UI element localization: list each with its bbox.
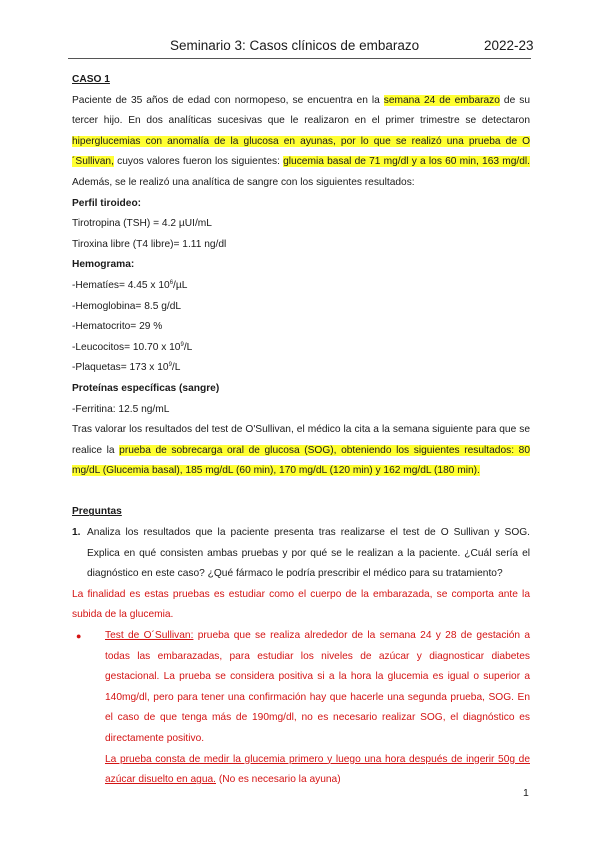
case-heading: CASO 1 bbox=[72, 74, 110, 85]
highlight-week: semana 24 de embarazo bbox=[383, 94, 500, 106]
bullet-sub-underlined: La prueba consta de medir la glucemia primero y luego una hora después de ingerir 50g de azúcar disuelto en agua. bbox=[105, 753, 530, 786]
header-year: 2022-23 bbox=[484, 38, 534, 53]
highlight-glucose-values: glucemia basal de 71 mg/dl y a los 60 min, 163 mg/dl. bbox=[283, 156, 530, 168]
bullet-sub-rest: (No es necesario la ayuna) bbox=[216, 774, 341, 786]
bullet-label: Test de O´Sullivan: bbox=[105, 630, 194, 642]
header-rule bbox=[68, 58, 531, 59]
perfil-heading: Perfil tiroideo: bbox=[72, 197, 142, 209]
highlight-sog-results: prueba de sobrecarga oral de glucosa (SOG), obteniendo los siguientes resultados: 80 mg/dL (Glucemia basal), 185 mg/dL (60 min), 170 mg/dL (120 min) y 162 mg/dL (180 min). bbox=[72, 444, 530, 477]
spacer bbox=[72, 482, 530, 503]
question-text: Analiza los resultados que la paciente presenta tras realizarse el test de O Sullivan y SOG. Explica en qué consisten ambas pruebas y por qué se le realizan a la paciente. ¿Cuál sería el diagnóstico en este caso? ¿Qué fármaco le podría prescribir el médico para su tratamiento? bbox=[87, 527, 530, 580]
answer-intro: La finalidad es estas pruebas es estudiar como el cuerpo de la embarazada, se comporta ante la subida de la glucemia. bbox=[72, 588, 530, 621]
highlight-hyperglycemia: hiperglucemias con anomalía de la glucosa en ayunas, por lo que se realizó una prueba de O´Sullivan, bbox=[72, 135, 530, 168]
case-outro: Tras valorar los resultados del test de O'Sullivan, el médico la cita a la semana siguiente para que se realice la prueba de sobrecarga oral de glucosa (SOG), obteniendo los siguientes resultados: 80 mg/dL (Glucemia basal), 185 mg/dL (60 min), 170 mg/dL (120 min) y 162 mg/dL (180 min). bbox=[72, 424, 530, 477]
t4-line: Tiroxina libre (T4 libre)= 1.11 ng/dl bbox=[72, 238, 227, 250]
page-header bbox=[0, 36, 599, 56]
hematocrito-line: -Hematocrito= 29 % bbox=[72, 321, 163, 333]
hemograma-heading: Hemograma: bbox=[72, 259, 135, 271]
question-1 bbox=[72, 523, 530, 585]
bullet-text: prueba que se realiza alrededor de la semana 24 y 28 de gestación a todas las embarazadas, para estudiar los niveles de azúcar y diagnosticar diabetes gestacional. La prueba se considera positiva si a la hora la glucemia es igual o superior a 140mg/dl, pero para tener una confirmación hay que hacerle una segunda prueba, SOG. En el caso de que tenga más de 190mg/dl, no es necesario realizar SOG, el diagnóstico es directamente positivo. bbox=[105, 630, 530, 744]
question-number: 1. bbox=[72, 527, 81, 539]
bullet-icon: ● bbox=[76, 631, 82, 642]
answer-bullet-osullivan bbox=[72, 626, 530, 791]
hemoglobina-line: -Hemoglobina= 8.5 g/dL bbox=[72, 300, 182, 312]
header-title: Seminario 3: Casos clínicos de embarazo bbox=[170, 38, 420, 53]
tsh-line: Tirotropina (TSH) = 4.2 µUI/mL bbox=[72, 218, 212, 230]
questions-heading: Preguntas bbox=[72, 506, 122, 518]
leucocitos-line: -Leucocitos= 10.70 x $10^9/L$ bbox=[72, 341, 193, 353]
document-body bbox=[72, 70, 530, 791]
ferritina-line: -Ferritina: 12.5 ng/mL bbox=[72, 403, 170, 415]
hematies-line: -Hematíes= 4.45 x $10^6/\mu L$ bbox=[72, 279, 188, 291]
plaquetas-line: -Plaquetas= 173 x $10^9/L$ bbox=[72, 362, 181, 374]
proteinas-heading: Proteínas específicas (sangre) bbox=[72, 382, 220, 394]
page-number: 1 bbox=[523, 787, 529, 799]
case-intro: Paciente de 35 años de edad con normopeso, se encuentra en la semana 24 de embarazo de su tercer hijo. En dos analíticas sucesivas que le realizaron en el primer trimestre se detectaron hiperglucemias con anomalía de la glucosa en ayunas, por lo que se realizó una prueba de O´Sullivan, cuyos valores fueron los siguientes: glucemia basal de 71 mg/dl y a los 60 min, 163 mg/dl. Además, se le realizó una analítica de sangre con los siguientes resultados: bbox=[72, 94, 530, 188]
